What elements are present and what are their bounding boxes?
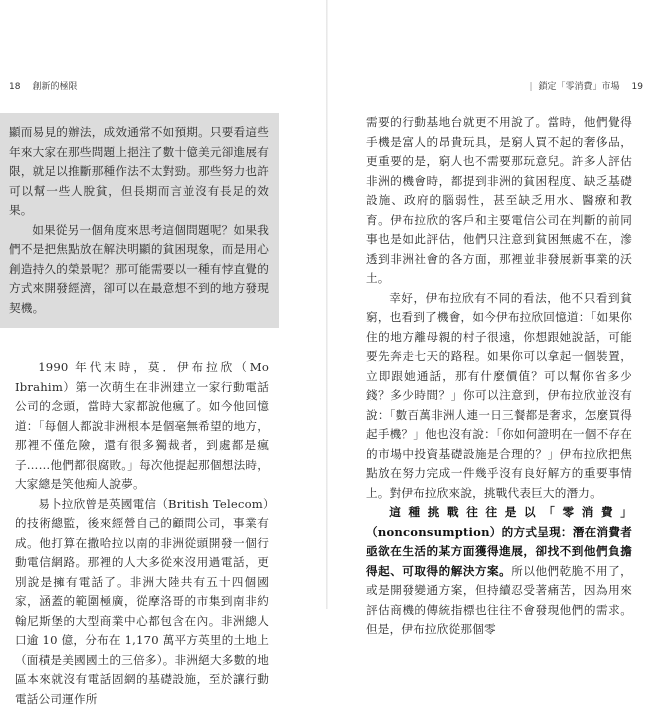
- body-paragraph: 易卜拉欣曾是英國電信（British Telecom）的技術總監，後來經營自己的顧問公司，事業有成。他打算在撒哈拉以南的非洲從頭開發一個行動電信網路。那裡的人大多從來沒用過電話，更別說是擁有電話了。非洲大陸共有五十四個國家，涵蓋的範圍極廣，從摩洛哥的市集到南非約翰尼斯堡的大型商業中心都包含在內。非洲總人口逾 10 億，分布在 1,170 萬平方英里的土地上（面積是美國國土的三倍多）。非洲絕大多數的地區本來就沒有電話固網的基礎設施，至於讓行動電話公司運作所: [15, 495, 269, 709]
- callout-paragraph: 如果從另一個角度來思考這個問題呢？如果我們不是把焦點放在解決明顯的貧困現象，而是用心創造持久的榮景呢？那可能需要以一種有悖直覺的方式來開發經濟，卻可以在最意想不到的地方發現契機。: [9, 221, 269, 319]
- bold-emphasis: 這種挑戰往往是以「零消費」（nonconsumption）的方式呈現：潛在消費者亟欲在生活的某方面獲得進展，卻找不到他們負擔得起、可取得的解決方案。: [366, 505, 632, 578]
- right-page: [366, 113, 632, 640]
- callout-paragraph: 顯而易見的辦法，成效通常不如預期。只要看這些年來大家在那些問題上挹注了數十億美元卻進展有限，就足以推斷那種作法不太對勁。那些努力也許可以幫一些人脫貧，但長期而言並沒有長足的效果。: [9, 123, 269, 221]
- page-gutter: [326, 0, 328, 609]
- callout-box: [0, 113, 279, 328]
- paragraph-tail: 所以他們乾脆不用了，或是開發變通方案，但持續忍受著痛苦，因為用來評估商機的傳統指標也往往不會發現他們的需求。但是，伊布拉欣從那個零: [366, 564, 632, 637]
- left-body-text: [9, 358, 269, 709]
- body-paragraph: 需要的行動基地台就更不用說了。當時，他們覺得手機是富人的昂貴玩具，是窮人買不起的奢侈品，更重要的是，窮人也不需要那玩意兒。許多人評估非洲的機會時，都提到非洲的貧困程度、缺乏基礎設施、政府的腦弱性，甚至缺乏用水、醫療和教育。伊布拉欣的客戶和主要電信公司在判斷的前同事也是如此評估，他們只注意到貧困無處不在，滲透到非洲社會的各方面，那裡並非發展新事業的沃土。: [366, 113, 632, 289]
- right-running-title: 鎖定「零消費」市場: [539, 82, 620, 92]
- header-separator: |: [529, 82, 532, 92]
- right-running-header: [529, 79, 643, 92]
- left-running-title: 創新的極限: [32, 82, 77, 92]
- body-paragraph: [366, 503, 632, 640]
- right-page-number: 19: [632, 82, 643, 92]
- left-page: [9, 113, 311, 709]
- body-paragraph: 幸好，伊布拉欣有不同的看法，他不只看到貧窮，也看到了機會，如今伊布拉欣回憶道：「如果你住的地方離母親的村子很遠，你想跟她說話，可能要先奔走七天的路程。如果你可以拿起一個裝置，立即跟她通話，那有什麼價值？可以幫你省多少錢？多少時間？」你可以注意到，伊布拉欣並沒有說：「數百萬非洲人連一日三餐都是奢求，怎麼買得起手機？」他也沒有說：「你如何證明在一個不存在的市場中投資基礎設施是合理的？」伊布拉欣把焦點放在努力完成一件幾乎沒有良好解方的重要事情上。對伊布拉欣來說，挑戰代表巨大的潛力。: [366, 289, 632, 504]
- left-page-number: 18: [9, 82, 20, 92]
- left-running-header: [9, 79, 77, 92]
- body-paragraph: 1990 年代末時，莫．伊布拉欣（Mo Ibrahim）第一次萌生在非洲建立一家行動電話公司的念頭，當時大家都說他瘋了。如今他回憶道：「每個人都說非洲根本是個毫無希望的地方，那裡不僅危險，還有很多獨裁者，到處都是瘋子……他們都很腐敗。」每次他提起那個想法時，大家總是笑他痴人說夢。: [15, 358, 269, 495]
